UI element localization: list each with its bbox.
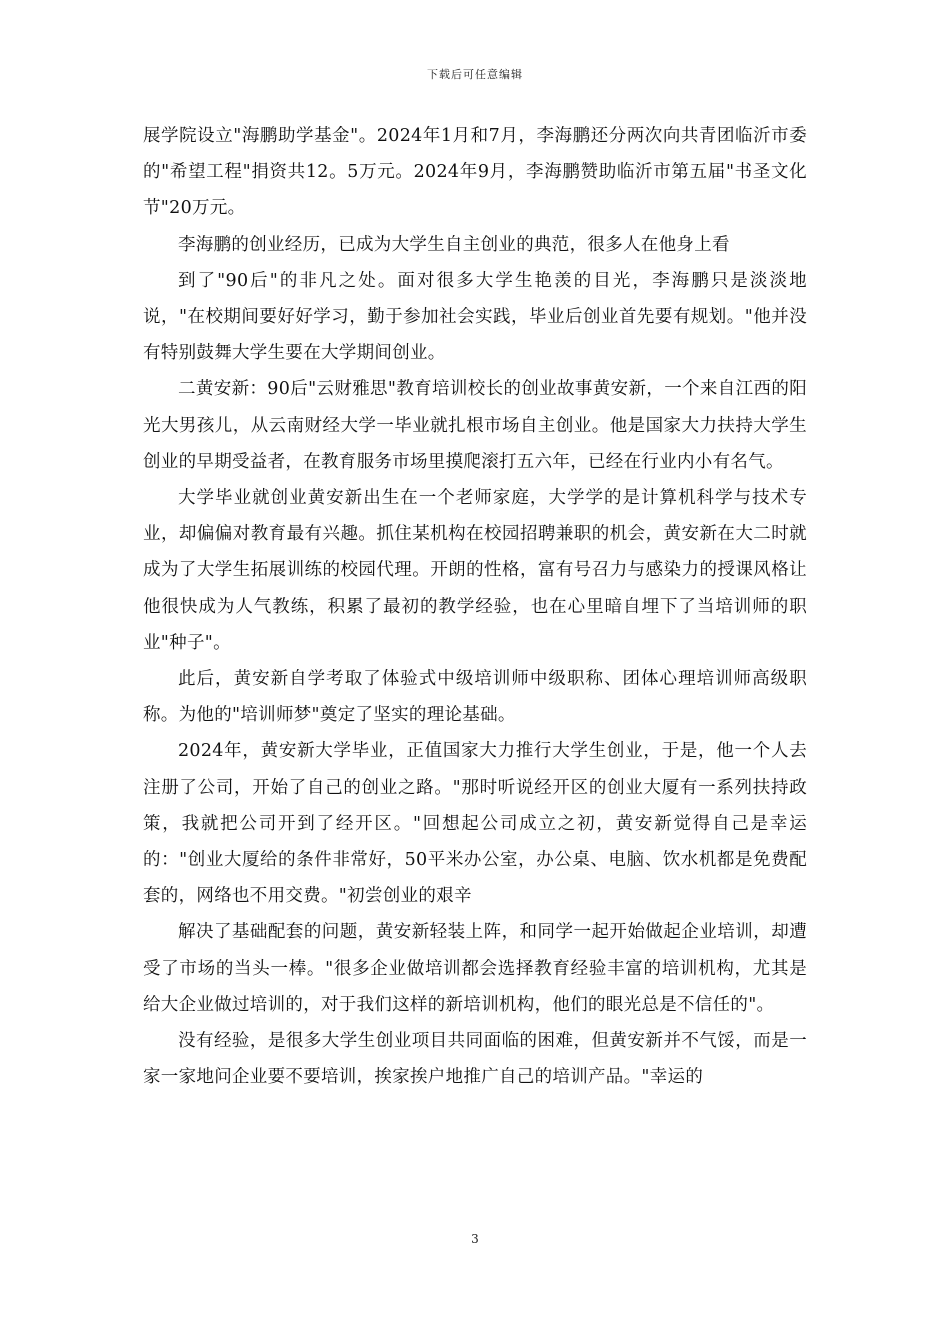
paragraph-4: 二黄安新：90后"云财雅思"教育培训校长的创业故事黄安新，一个来自江西的阳光大男孩儿，从云南财经大学一毕业就扎根市场自主创业。他是国家大力扶持大学生创业的早期受益者，在教育服务市场里摸爬滚打五六年，已经在行业内小有名气。 — [143, 379, 807, 472]
paragraph-7: 2024年，黄安新大学毕业，正值国家大力推行大学生创业，于是，他一个人去注册了公司，开始了自己的创业之路。"那时听说经开区的创业大厦有一系列扶持政策，我就把公司开到了经开区。"回想起公司成立之初，黄安新觉得自己是幸运的："创业大厦给的条件非常好，50平米办公室，办公桌、电脑、饮水机都是免费配套的，网络也不用交费。"初尝创业的艰辛 — [143, 741, 807, 907]
page-header: 下载后可任意编辑 — [427, 68, 523, 81]
paragraph-9: 没有经验，是很多大学生创业项目共同面临的困难，但黄安新并不气馁，而是一家一家地问企业要不要培训，挨家挨户地推广自己的培训产品。"幸运的 — [143, 1031, 807, 1088]
paragraph-5: 大学毕业就创业黄安新出生在一个老师家庭，大学学的是计算机科学与技术专业，却偏偏对教育最有兴趣。抓住某机构在校园招聘兼职的机会，黄安新在大二时就成为了大学生拓展训练的校园代理。开朗的性格，富有号召力与感染力的授课风格让他很快成为人气教练，积累了最初的教学经验，也在心里暗自埋下了当培训师的职业"种子"。 — [143, 488, 807, 653]
paragraph-8: 解决了基础配套的问题，黄安新轻装上阵，和同学一起开始做起企业培训，却遭受了市场的当头一棒。"很多企业做培训都会选择教育经验丰富的培训机构，尤其是给大企业做过培训的，对于我们这样的新培训机构，他们的眼光总是不信任的"。 — [143, 922, 807, 1015]
page-number: 3 — [471, 1232, 479, 1246]
document-body — [143, 118, 807, 1095]
paragraph-6: 此后，黄安新自学考取了体验式中级培训师中级职称、团体心理培训师高级职称。为他的"培训师梦"奠定了坚实的理论基础。 — [143, 669, 807, 726]
paragraph-1: 展学院设立"海鹏助学基金"。2024年1月和7月，李海鹏还分两次向共青团临沂市委的"希望工程"捐资共12。5万元。2024年9月，李海鹏赞助临沂市第五届"书圣文化节"20万元。 — [143, 126, 807, 219]
paragraph-2: 李海鹏的创业经历，已成为大学生自主创业的典范，很多人在他身上看 — [178, 234, 730, 255]
paragraph-3: 到了"90后"的非凡之处。面对很多大学生艳羡的目光，李海鹏只是淡淡地说，"在校期间要好好学习，勤于参加社会实践，毕业后创业首先要有规划。"他并没有特别鼓舞大学生要在大学期间创业。 — [143, 270, 807, 364]
